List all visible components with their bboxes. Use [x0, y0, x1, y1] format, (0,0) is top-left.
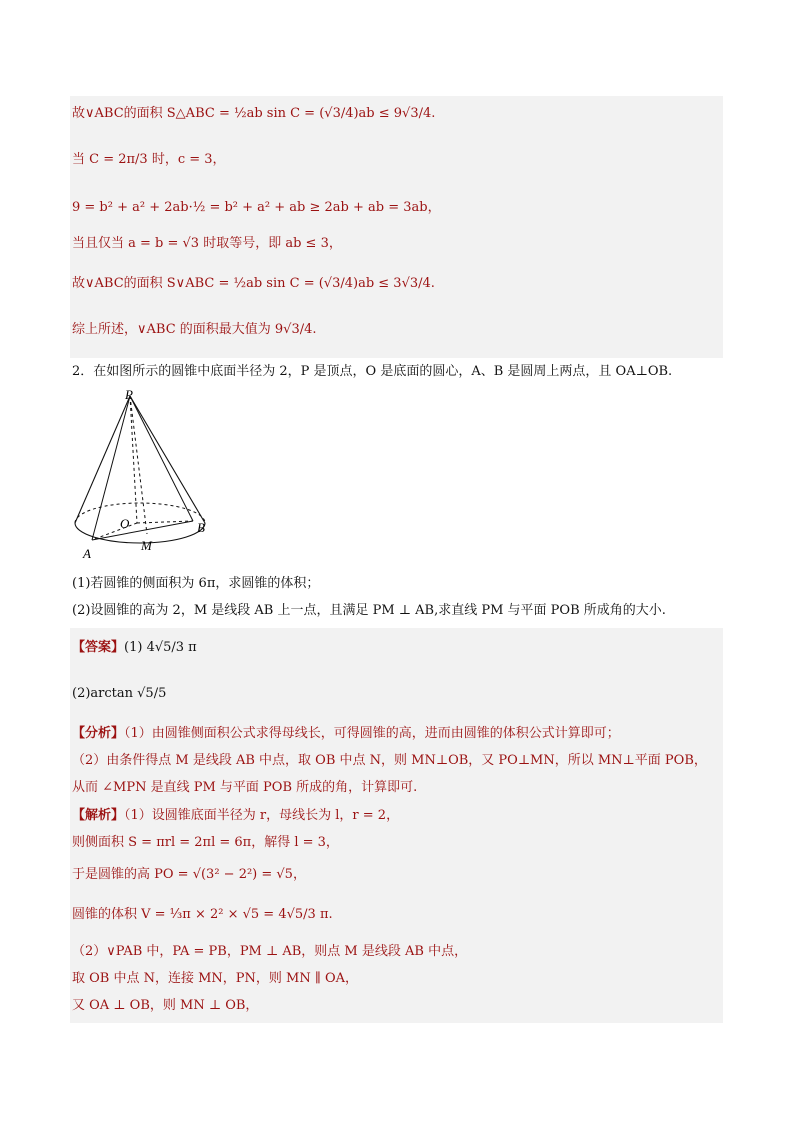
- answer-line-1: [72, 638, 197, 658]
- explanation-line-3: 于是圆锥的高 PO = √(3² − 2²) = √5，: [72, 867, 306, 882]
- answer-1: (1) 4√5/3 π: [124, 640, 197, 655]
- explanation-line-6: 取 OB 中点 N，连接 MN，PN，则 MN ∥ OA，: [72, 971, 359, 986]
- label-A: A: [83, 546, 91, 561]
- solution-line-6: 综上所述，∨ABC 的面积最大值为 9√3/4.: [72, 322, 317, 337]
- label-O: O: [120, 516, 130, 531]
- explanation-label: 【解析】: [72, 808, 125, 823]
- cone-figure: [65, 388, 225, 563]
- explanation-line-5: （2）∨PAB 中，PA = PB，PM ⊥ AB，则点 M 是线段 AB 中点，: [72, 944, 468, 959]
- answer-label: 【答案】: [72, 640, 125, 655]
- solution-line-5: 故∨ABC的面积 S∨ABC = ½ab sin C = (√3/4)ab ≤ 3√3/4.: [72, 276, 435, 291]
- solution-line-3: 9 = b² + a² + 2ab·½ = b² + a² + ab ≥ 2ab + ab = 3ab，: [72, 200, 441, 215]
- problem-statement: 2．在如图所示的圆锥中底面半径为 2，P 是顶点，O 是底面的圆心，A、B 是圆周上两点，且 OA⊥OB.: [72, 364, 673, 379]
- solution-block-top: [70, 96, 723, 358]
- explanation-line-7: 又 OA ⊥ OB，则 MN ⊥ OB，: [72, 998, 259, 1013]
- solution-line-1: 故∨ABC的面积 S△ABC = ½ab sin C = (√3/4)ab ≤ 9√3/4.: [72, 106, 436, 121]
- solution-line-2: 当 C = 2π/3 时，c = 3，: [72, 152, 226, 167]
- answer-2: (2)arctan √5/5: [72, 686, 167, 701]
- explanation-line-2: 则侧面积 S = πrl = 2πl = 6π，解得 l = 3，: [72, 835, 339, 850]
- label-B: B: [197, 520, 205, 535]
- label-M: M: [141, 538, 152, 553]
- analysis-label: 【分析】: [72, 726, 125, 741]
- question-1: (1)若圆锥的侧面积为 6π，求圆锥的体积；: [72, 576, 320, 591]
- analysis-text-1: （1）由圆锥侧面积公式求得母线长，可得圆锥的高，进而由圆锥的体积公式计算即可；: [124, 726, 620, 741]
- explanation-line-4: 圆锥的体积 V = ⅓π × 2² × √5 = 4√5/3 π.: [72, 907, 333, 922]
- analysis-line-3: 从而 ∠MPN 是直线 PM 与平面 POB 所成的角，计算即可.: [72, 780, 418, 795]
- solution-line-4: 当且仅当 a = b = √3 时取等号，即 ab ≤ 3，: [72, 236, 342, 251]
- analysis-line-2: （2）由条件得点 M 是线段 AB 中点，取 OB 中点 N，则 MN⊥OB，又 PO⊥MN，所以 MN⊥平面 POB，: [72, 753, 707, 768]
- explanation-line-1: [72, 806, 399, 826]
- question-2: (2)设圆锥的高为 2，M 是线段 AB 上一点，且满足 PM ⊥ AB,求直线 PM 与平面 POB 所成角的大小.: [72, 603, 666, 618]
- label-P: P: [125, 388, 133, 402]
- analysis-line-1: [72, 724, 620, 744]
- explanation-text-1: （1）设圆锥底面半径为 r，母线长为 l，r = 2，: [124, 808, 400, 823]
